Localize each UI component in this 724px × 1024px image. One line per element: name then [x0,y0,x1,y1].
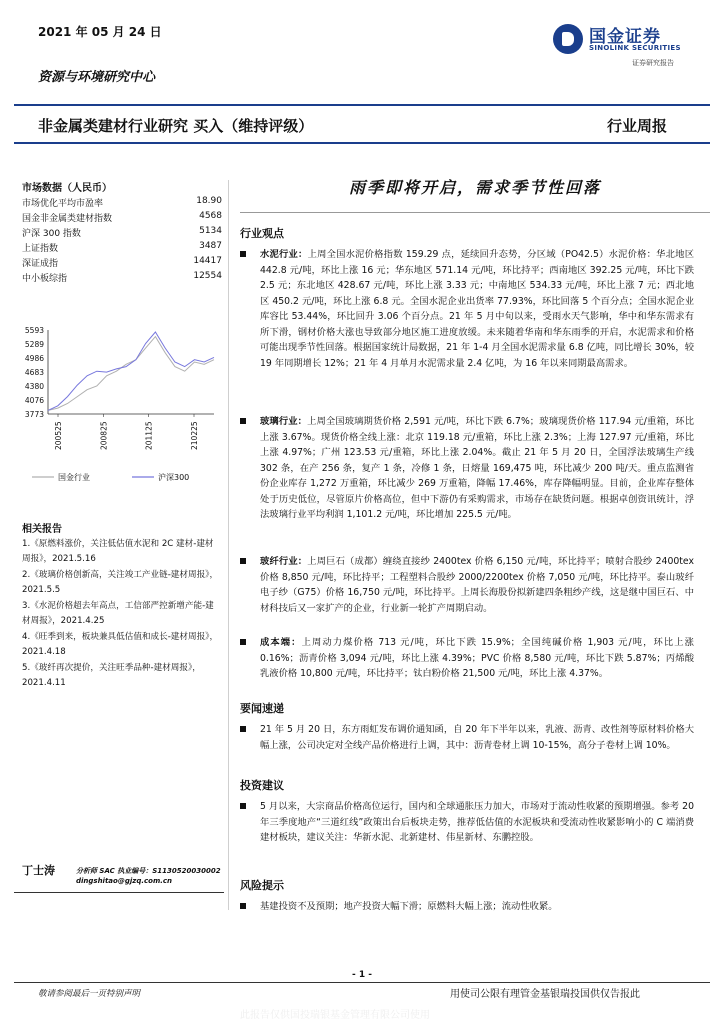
market-row: 市场优化平均市盈率 18.90 [22,196,222,209]
chart-x-tick-label: 210225 [190,421,199,450]
watermark: 此报告仅供国投瑞银基金管理有限公司使用 [240,1010,430,1021]
bullet-icon [240,639,246,645]
chart-legend-label: 沪深300 [158,473,190,482]
company-logo [553,22,688,62]
paragraph-glass: 玻璃行业：上周全国玻璃期货价格 2,591 元/吨，环比下跌 6.7%；玻璃现货价格 117.94 元/重箱，环比上涨 3.67%。现货价格全线上涨：北京 119.18 元/重箱，环比上涨 2.3%；上海 127.97 元/重箱，环比上涨 4.97%；广州 123.53 元/重箱，环比上涨 2.04%。截止 21 年 5 月 20 日，全国浮法玻璃生产线 302 条，在产 256 条，复产 1 条，冷修 1 条，日熔量 169,475 吨，环比减少 200 吨/天。重点监测省份企业库存 1,272 万重箱，环比减少 269 万重箱，降幅 17.46%，库存降幅明显。目前，企业库存整体处于历史低位，尽管原片价格高位，但中下游仍有采购需求，市场存在缺货问题。根据卓创资讯统计，浮法玻璃行业平均利润 1,101.2 元/吨，环比增加 225.5 元/吨。 [248,414,694,523]
report-headline: 雨季即将开启，需求季节性回落 [348,178,601,197]
report-date: 2021 年 05 月 24 日 [38,25,162,39]
logo-en: SINOLINK SECURITIES [589,44,681,52]
footer-disclaimer: 敬请参阅最后一页特别声明 [38,989,141,999]
related-report-link[interactable]: 3.《水泥价格超去年高点，工信部严控新增产能-建材周报》，2021.4.25 [22,601,214,626]
market-row: 深证成指 14417 [22,256,222,269]
logo-mark-icon [553,24,583,54]
paragraph-cost: 成本端：上周动力煤价格 713 元/吨，环比下跌 15.9%；全国纯碱价格 1,903 元/吨，环比上涨 0.16%；沥青价格 3,094 元/吨，环比上涨 4.39%；PVC 价格 8,580 元/吨，环比下跌 5.87%；丙烯酸乳液价格 10,800 元/吨，环比持平；钛白粉价格 21,500 元/吨，环比上涨 4.37%。 [248,635,694,682]
section-news: 要闻速递 [240,702,284,715]
chart-y-tick-label: 4986 [24,354,44,364]
analyst-cert: 分析师 SAC 执业编号：S1130520030002 [76,867,221,875]
chart-series-line [48,332,214,410]
headline-divider [240,212,710,213]
bullet-icon [240,558,246,564]
market-row: 国金非金属类建材指数 4568 [22,211,222,224]
section-advice: 投资建议 [240,779,284,792]
footer-divider [14,982,710,983]
related-report-link[interactable]: 2.《玻璃价格创新高，关注竣工产业链-建材周报》，2021.5.5 [22,570,219,595]
report-title-line: 非金属类建材行业研究 买入（维持评级） [38,117,314,135]
bullet-icon [240,803,246,809]
chart-y-tick-label: 3773 [24,410,44,419]
column-divider [228,180,229,910]
chart-legend-label: 国金行业 [58,473,90,482]
paragraph-cement: 水泥行业：上周全国水泥价格指数 159.29 点，延续回升态势，分区域（PO42.5）水泥价格：华北地区 442.8 元/吨，环比上涨 16 元；华东地区 571.14 元/吨，环比持平；西南地区 392.25 元/吨，环比下跌 2.5 元；东北地区 428.67 元/吨，环比上涨 3.33 元；中南地区 534.33 元/吨，环比上涨 7 元；西北地区 450.2 元/吨，环比上涨 6.8 元。全国水泥企业出货率 77.93%，环比回落 5 个百分点；全国水泥企业库容比 53.44%，环比回升 3.06 个百分点。21 年 5 月中旬以来，受雨水天气影响，华中和华东需求有所下滑，钢材价格大涨也导致部分地区施工进度放缓。未来随着华南和华东雨季的开启，水泥需求和价格可能出现季节性回落。根据国家统计局数据，21 年 1-4 月全国水泥需求量 6.8 亿吨，同比增长 30%，较 19 年同期增长 12%；21 年 4 月单月水泥需求量 2.4 亿吨，为 16 年以来同期最高需求。 [248,247,694,371]
header-divider-bottom [14,142,710,144]
related-title: 相关报告 [22,524,62,535]
paragraph-news: 21 年 5 月 20 日，东方雨虹发布调价通知函，自 20 年下半年以来，乳液、沥青、改性剂等原材料价格大幅上涨，公司决定对全线产品价格进行上调，其中：沥青卷材上调 10-15%，高分子卷材上调 10%。 [248,722,694,753]
related-report-link[interactable]: 4.《旺季到来，板块兼具低估值和成长-建材周报》，2021.4.18 [22,632,219,657]
logo-cn: 国金证券 [589,27,661,47]
chart-y-tick-label: 4076 [24,396,44,406]
sub-brand: 证券研究报告 [632,59,674,67]
market-row: 沪深 300 指数 5134 [22,226,222,239]
footer-right: 用使司公限有理管金基银瑞投国供仅告报此 [450,989,640,1000]
page-number: - 1 - [352,970,372,980]
paragraph-risk: 基建投资不及预期；地产投资大幅下滑；原燃料大幅上涨；流动性收紧。 [248,899,694,915]
section-risk: 风险提示 [240,879,284,892]
section-industry-view: 行业观点 [240,227,284,240]
chart-x-tick-label: 200525 [54,421,63,450]
analyst-divider [14,892,224,893]
chart-x-tick-label: 201125 [144,421,154,450]
report-type: 行业周报 [607,117,668,135]
chart-x-tick-label: 200825 [99,421,109,450]
chart-y-tick-label: 5289 [24,340,44,350]
related-report-link[interactable]: 1.《原燃料涨价，关注低估值水泥和 2C 建材-建材周报》，2021.5.16 [22,539,214,564]
bullet-icon [240,418,246,424]
bullet-icon [240,903,246,909]
chart-y-tick-label: 4683 [24,368,44,377]
analyst-email[interactable]: dingshitao@gjzq.com.cn [76,877,173,885]
research-center: 资源与环境研究中心 [38,70,156,85]
chart-y-tick-label: 5593 [24,326,44,335]
bullet-icon [240,251,246,257]
market-data-title: 市场数据（人民币） [22,183,112,194]
related-report-link[interactable]: 5.《玻纤再次提价，关注旺季品种-建材周报》，2021.4.11 [22,663,201,688]
market-row: 中小板综指 12554 [22,271,222,284]
analyst-name: 丁士涛 [22,864,55,877]
chart-series-line [48,337,214,411]
header-divider-top [14,104,710,106]
paragraph-advice: 5 月以来，大宗商品价格高位运行，国内和全球通胀压力加大，市场对于流动性收紧的预期增强。参考 20 年三季度地产“三道红线”政策出台后板块走势，推荐低估值的水泥板块和受流动性收紧影响小的 C 端消费建材板块，建议关注：华新水泥、北新建材、伟星新材、东鹏控股。 [248,799,694,846]
market-row: 上证指数 3487 [22,241,222,254]
paragraph-fiber: 玻纤行业：上周巨石（成都）缠绕直接纱 2400tex 价格 6,150 元/吨，环比持平；喷射合股纱 2400tex 价格 8,850 元/吨，环比持平；工程塑料合股纱 2000/2200tex 价格 7,050 元/吨，环比持平。泰山玻纤电子纱（G75）价格 16,750 元/吨，环比持平。上周长海股份拟新建四条粗纱产线，这是继中国巨石、中材科技后又一家扩产的企业，行业新一轮扩产周期启动。 [248,554,694,616]
index-chart [14,318,224,488]
bullet-icon [240,726,246,732]
chart-y-tick-label: 4380 [24,381,44,391]
